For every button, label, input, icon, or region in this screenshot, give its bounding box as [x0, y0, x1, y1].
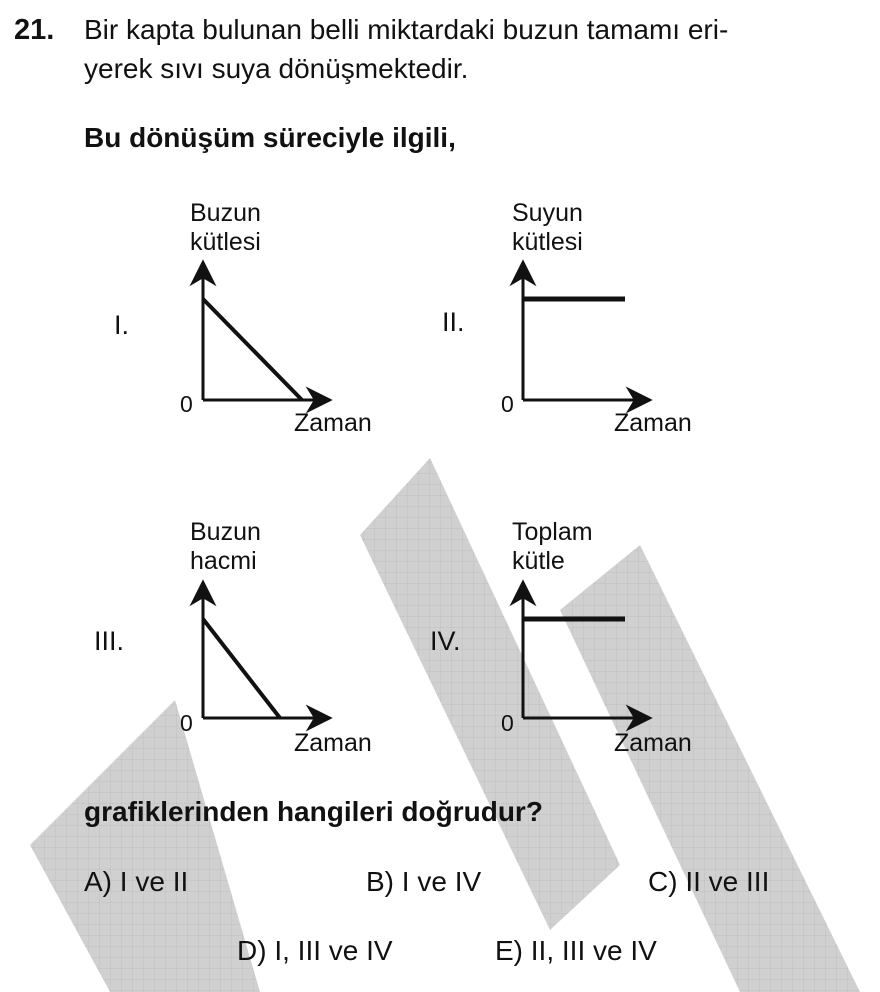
graph-3-roman-label: III. [94, 626, 125, 656]
graph-2 [523, 262, 650, 400]
question-text-line-1: Bir kapta bulunan belli miktardaki buzun tamamı eri- [84, 14, 729, 45]
graph-1-xlabel: Zaman [294, 409, 372, 437]
graph-2-roman-label: II. [442, 307, 465, 337]
graph-4-xlabel: Zaman [614, 729, 692, 757]
graph-4 [523, 582, 650, 718]
question-text-line-2: yerek sıvı suya dönüşmektedir. [84, 53, 469, 84]
graph-3-xlabel: Zaman [294, 729, 372, 757]
graph-4-origin-label: 0 [501, 710, 514, 736]
graph-1-ylabel-line-2: kütlesi [190, 228, 261, 256]
question-lead: Bu dönüşüm süreciyle ilgili, [84, 122, 456, 153]
graph-3-ylabel-line-1: Buzun [190, 518, 261, 546]
graph-1-origin-label: 0 [180, 391, 193, 417]
option-a[interactable]: A) I ve II [84, 866, 189, 897]
graph-2-xlabel: Zaman [614, 409, 692, 437]
graph-3 [203, 582, 330, 718]
graph-4-ylabel-line-1: Toplam [512, 518, 593, 546]
question-number: 21. [14, 14, 55, 46]
graph-2-ylabel-line-2: kütlesi [512, 228, 583, 256]
option-e[interactable]: E) II, III ve IV [495, 935, 657, 966]
graph-2-origin-label: 0 [501, 391, 514, 417]
graph-3-ylabel-line-2: hacmi [190, 547, 257, 575]
graph-4-ylabel-line-2: kütle [512, 547, 565, 575]
option-b[interactable]: B) I ve IV [366, 866, 482, 897]
question-prompt: grafiklerinden hangileri doğrudur? [84, 796, 543, 827]
graph-1-ylabel-line-1: Buzun [190, 199, 261, 227]
graph-2-ylabel-line-1: Suyun [512, 199, 583, 227]
graph-1-roman-label: I. [114, 310, 130, 340]
option-d[interactable]: D) I, III ve IV [237, 935, 393, 966]
graph-3-origin-label: 0 [180, 710, 193, 736]
option-c[interactable]: C) II ve III [648, 866, 770, 897]
graph-1 [203, 262, 330, 400]
graph-1-plot-line [203, 299, 302, 400]
graph-4-roman-label: IV. [430, 626, 461, 656]
graph-3-plot-line [203, 619, 280, 718]
